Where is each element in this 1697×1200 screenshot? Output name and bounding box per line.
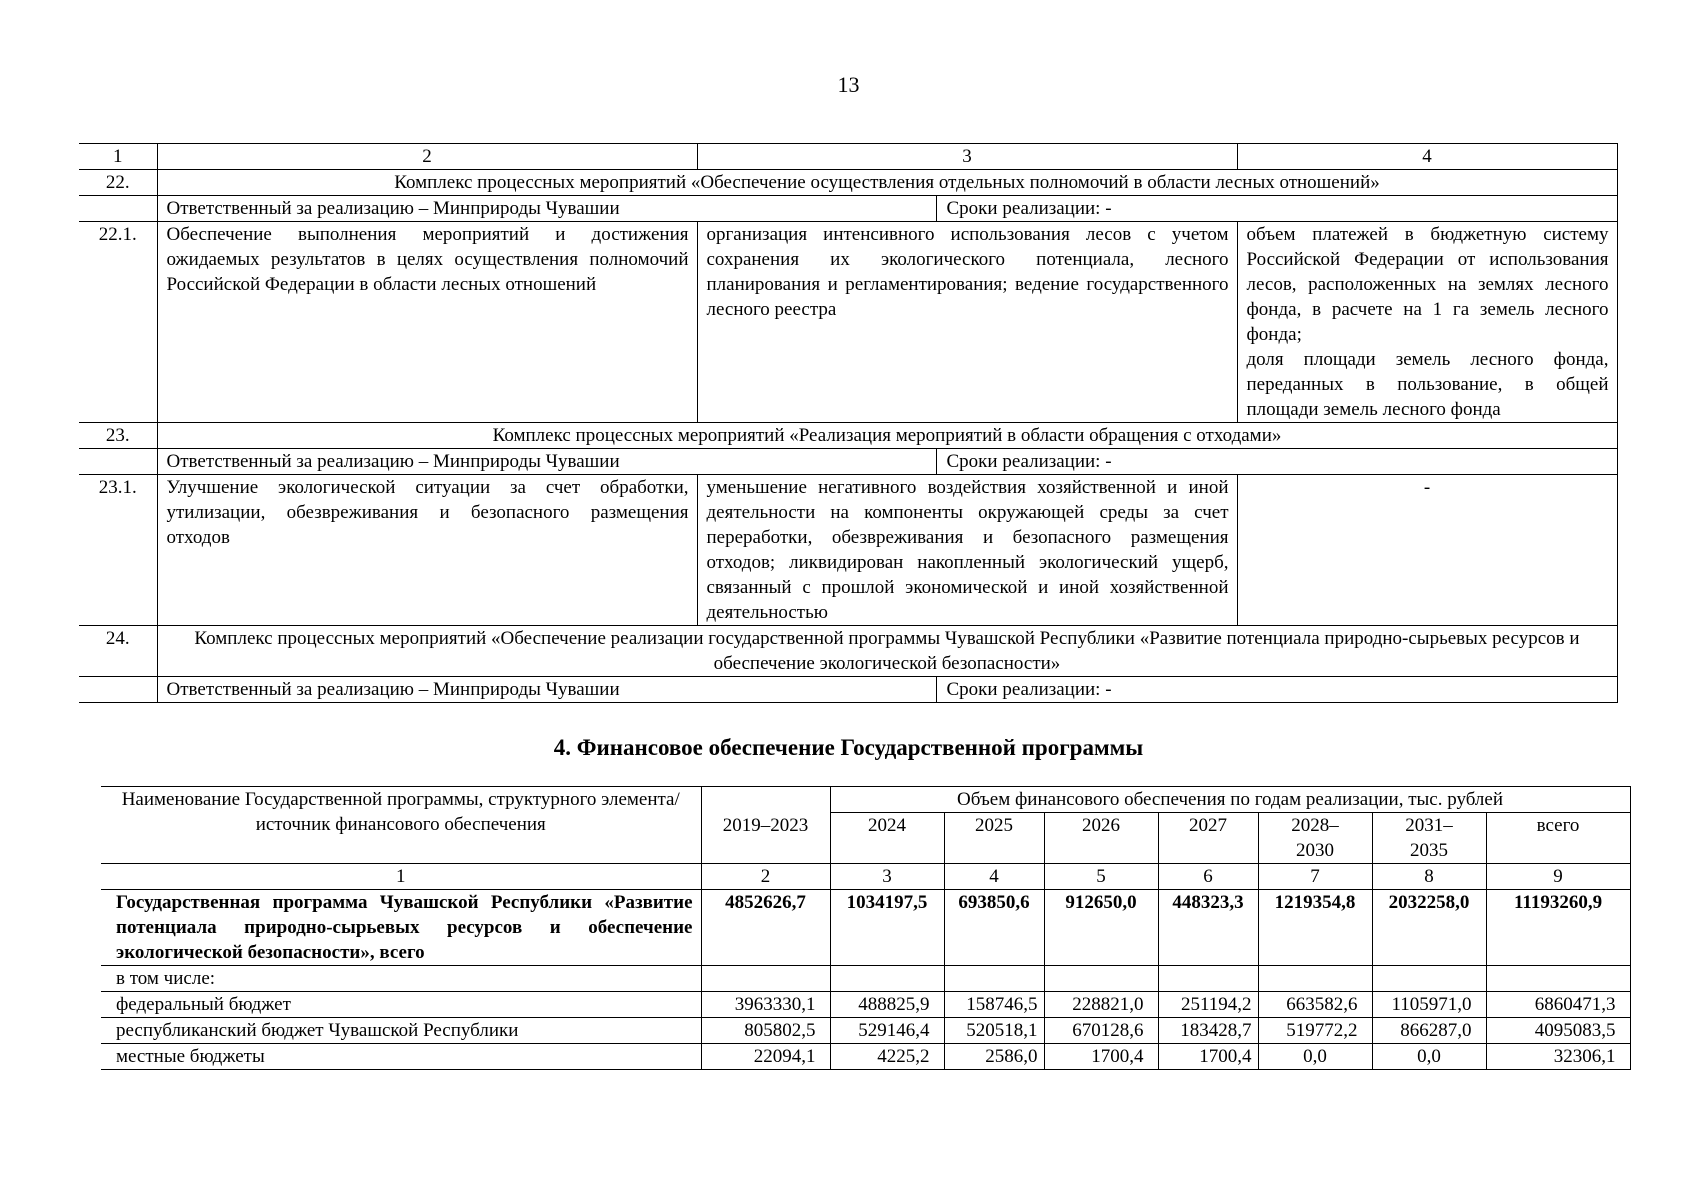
- column-number: 5: [1044, 864, 1158, 890]
- value-cell: 488825,9: [830, 992, 944, 1018]
- value-cell: 251194,2: [1158, 992, 1258, 1018]
- value-cell: 1034197,5: [830, 890, 944, 966]
- column-number: 7: [1258, 864, 1372, 890]
- year-header: 2026: [1044, 813, 1158, 864]
- item-description: организация интенсивного использования лесов с учетом сохранения их экологического потенциала, лесного планирования и регламентирования; ведение государственного лесного реестра: [697, 222, 1237, 423]
- value-cell: 448323,3: [1158, 890, 1258, 966]
- column-number-row: [101, 864, 1630, 890]
- item-number: 22.1.: [79, 222, 157, 423]
- value-cell: 4225,2: [830, 1044, 944, 1070]
- value-cell: 2586,0: [944, 1044, 1044, 1070]
- block-number: 22.: [79, 170, 157, 196]
- column-number: 4: [944, 864, 1044, 890]
- table-row: [101, 1018, 1630, 1044]
- table-row: [101, 992, 1630, 1018]
- source-name: республиканский бюджет Чувашской Республики: [101, 1018, 701, 1044]
- value-cell: 4852626,7: [701, 890, 830, 966]
- total-row: [101, 890, 1630, 966]
- column-number: 6: [1158, 864, 1258, 890]
- value-cell: 529146,4: [830, 1018, 944, 1044]
- item-task: Улучшение экологической ситуации за счет обработки, утилизации, обезвреживания и безопасного размещения отходов: [157, 475, 697, 626]
- value-cell: 22094,1: [701, 1044, 830, 1070]
- value-cell: 228821,0: [1044, 992, 1158, 1018]
- item-description: уменьшение негативного воздействия хозяйственной и иной деятельности на компоненты окружающей среды за счет переработки, обезвреживания и безопасного размещения отходов; ликвидирован накопленный экологический ущерб, связанный с прошлой экономической и иной хозяйственной деятельностью: [697, 475, 1237, 626]
- block-title: Комплекс процессных мероприятий «Реализация мероприятий в области обращения с отходами»: [157, 423, 1617, 449]
- block-title: Комплекс процессных мероприятий «Обеспечение реализации государственной программы Чувашской Республики «Развитие потенциала природно-сырьевых ресурсов и обеспечение экологической безопасности»: [157, 626, 1617, 677]
- section-heading: 4. Финансовое обеспечение Государственной программы: [553, 735, 1144, 760]
- year-header: 2027: [1158, 813, 1258, 864]
- value-cell: 1219354,8: [1258, 890, 1372, 966]
- value-cell: 670128,6: [1044, 1018, 1158, 1044]
- including-row: [101, 966, 1630, 992]
- value-cell: 520518,1: [944, 1018, 1044, 1044]
- item-task: Обеспечение выполнения мероприятий и достижения ожидаемых результатов в целях осуществления полномочий Российской Федерации в области лесных отношений: [157, 222, 697, 423]
- responsible-row: [79, 196, 1617, 222]
- column-number: 8: [1372, 864, 1486, 890]
- item-row: [79, 475, 1617, 626]
- header-name: Наименование Государственной программы, структурного элемента/источник финансового обеспечения: [101, 787, 701, 864]
- activities-table: [79, 143, 1618, 703]
- year-header: 2019–2023: [701, 813, 830, 864]
- responsible-text: Ответственный за реализацию – Минприроды Чувашии: [158, 449, 937, 474]
- year-header: 2031–2035: [1372, 813, 1486, 864]
- indicator-text: объем платежей в бюджетную систему Российской Федерации от использования лесов, расположенных на землях лесного фонда, в расчете на 1 га земель лесного фонда;: [1246, 224, 1609, 345]
- column-number: 4: [1237, 144, 1617, 170]
- value-cell: 519772,2: [1258, 1018, 1372, 1044]
- indicator-text: доля площади земель лесного фонда, переданных в пользование, в общей площади земель лесного фонда: [1246, 349, 1609, 420]
- item-row: [79, 222, 1617, 423]
- block-title-row: [79, 626, 1617, 677]
- item-indicators: [1237, 222, 1617, 423]
- including-label: в том числе:: [101, 966, 701, 992]
- block-number: 23.: [79, 423, 157, 449]
- block-title-row: [79, 170, 1617, 196]
- table-row: [101, 1044, 1630, 1070]
- responsible-text: Ответственный за реализацию – Минприроды Чувашии: [158, 677, 937, 702]
- value-cell: 693850,6: [944, 890, 1044, 966]
- value-cell: 32306,1: [1486, 1044, 1630, 1070]
- year-header: 2024: [830, 813, 944, 864]
- terms-text: Сроки реализации: -: [946, 451, 1112, 472]
- year-header: 2025: [944, 813, 1044, 864]
- financing-table: [101, 786, 1631, 1070]
- block-title: Комплекс процессных мероприятий «Обеспечение осуществления отдельных полномочий в области лесных отношений»: [157, 170, 1617, 196]
- responsible-row: [79, 449, 1617, 475]
- column-number: 3: [697, 144, 1237, 170]
- value-cell: 2032258,0: [1372, 890, 1486, 966]
- block-number: 24.: [79, 626, 157, 677]
- value-cell: 11193260,9: [1486, 890, 1630, 966]
- value-cell: 805802,5: [701, 1018, 830, 1044]
- header-row: [101, 787, 1630, 813]
- value-cell: 183428,7: [1158, 1018, 1258, 1044]
- column-number: 1: [101, 864, 701, 890]
- responsible-text: Ответственный за реализацию – Минприроды Чувашии: [158, 196, 937, 221]
- value-cell: 3963330,1: [701, 992, 830, 1018]
- value-cell: 866287,0: [1372, 1018, 1486, 1044]
- column-number: 9: [1486, 864, 1630, 890]
- value-cell: 663582,6: [1258, 992, 1372, 1018]
- year-header: 2028–2030: [1258, 813, 1372, 864]
- year-header: всего: [1486, 813, 1630, 864]
- block-title-row: [79, 423, 1617, 449]
- value-cell: 158746,5: [944, 992, 1044, 1018]
- column-number: 2: [157, 144, 697, 170]
- value-cell: 0,0: [1372, 1044, 1486, 1070]
- value-cell: 0,0: [1258, 1044, 1372, 1070]
- value-cell: 6860471,3: [1486, 992, 1630, 1018]
- item-number: 23.1.: [79, 475, 157, 626]
- value-cell: 4095083,5: [1486, 1018, 1630, 1044]
- program-name: Государственная программа Чувашской Республики «Развитие потенциала природно-сырьевых ресурсов и обеспечение экологической безопасности», всего: [101, 890, 701, 966]
- column-number: 2: [701, 864, 830, 890]
- responsible-row: [79, 677, 1617, 703]
- source-name: федеральный бюджет: [101, 992, 701, 1018]
- value-cell: 1700,4: [1158, 1044, 1258, 1070]
- terms-text: Сроки реализации: -: [946, 679, 1112, 700]
- value-cell: 912650,0: [1044, 890, 1158, 966]
- column-number-row: [79, 144, 1617, 170]
- header-group: Объем финансового обеспечения по годам реализации, тыс. рублей: [830, 787, 1630, 813]
- value-cell: 1105971,0: [1372, 992, 1486, 1018]
- item-indicators: -: [1237, 475, 1617, 626]
- value-cell: 1700,4: [1044, 1044, 1158, 1070]
- terms-text: Сроки реализации: -: [946, 198, 1112, 219]
- page-number: 13: [837, 72, 860, 97]
- column-number: 3: [830, 864, 944, 890]
- source-name: местные бюджеты: [101, 1044, 701, 1070]
- column-number: 1: [79, 144, 157, 170]
